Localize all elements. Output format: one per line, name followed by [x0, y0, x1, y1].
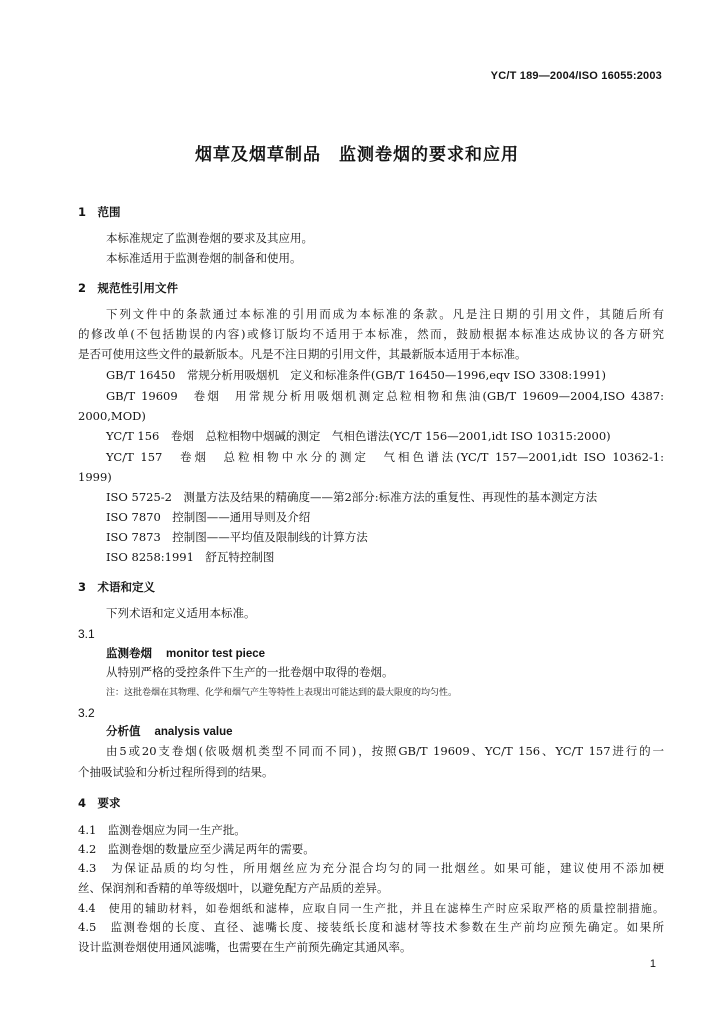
term-3-1-definition: 从特别严格的受控条件下生产的一批卷烟中取得的卷烟。	[106, 665, 394, 679]
term-3-1-heading	[106, 646, 265, 662]
requirement-4-3-line-1: 4.3 为保证品质的均匀性，所用烟丝应为充分混合均匀的同一批烟丝。如果可能，建议使用不添加梗	[78, 861, 664, 875]
requirement-4-1: 4.1 监测卷烟应为同一生产批。	[78, 823, 246, 837]
reference-gbt-19609: GB/T 19609 卷烟 用常规分析用吸烟机测定总粒相物和焦油(GB/T 19609—2004,ISO 4387:	[106, 389, 664, 403]
reference-iso-5725-2: ISO 5725-2 测量方法及结果的精确度——第2部分:标准方法的重复性、再现性的基本测定方法	[106, 490, 598, 504]
section-2-intro-line-1: 下列文件中的条款通过本标准的引用而成为本标准的条款。凡是注日期的引用文件，其随后所有	[106, 307, 664, 321]
requirement-4-5-line-1: 4.5 监测卷烟的长度、直径、滤嘴长度、接装纸长度和滤材等技术参数在生产前均应预先确定。如果所	[78, 920, 664, 934]
section-4-heading: 4 要求	[78, 796, 121, 810]
section-1-heading: 1 范围	[78, 205, 121, 219]
document-title: 烟草及烟草制品 监测卷烟的要求和应用	[195, 145, 519, 165]
requirement-4-5-line-2: 设计监测卷烟使用通风滤嘴，也需要在生产前预先确定其通风率。	[78, 940, 412, 954]
term-3-1-number: 3.1	[78, 627, 95, 641]
section-3-intro: 下列术语和定义适用本标准。	[106, 606, 256, 620]
reference-gbt-19609-cont: 2000,MOD)	[78, 409, 146, 423]
requirement-4-4: 4.4 使用的辅助材料，如卷烟纸和滤棒，应取自同一生产批，并且在滤棒生产时应采取严格的质量控制措施。	[78, 902, 664, 915]
section-2-heading: 2 规范性引用文件	[78, 281, 179, 295]
standard-code: YC/T 189—2004/ISO 16055:2003	[490, 70, 662, 82]
term-3-2-chinese: 分析值	[106, 724, 141, 738]
requirement-4-3-line-2: 丝、保润剂和香精的单等级烟叶，以避免配方产品质的差异。	[78, 881, 389, 895]
reference-iso-8258: ISO 8258:1991 舒瓦特控制图	[106, 550, 275, 564]
reference-gbt-16450: GB/T 16450 常规分析用吸烟机 定义和标准条件(GB/T 16450—1996,eqv ISO 3308:1991)	[106, 368, 606, 382]
reference-iso-7870: ISO 7870 控制图——通用导则及介绍	[106, 510, 311, 524]
reference-yct-156: YC/T 156 卷烟 总粒相物中烟碱的测定 气相色谱法(YC/T 156—2001,idt ISO 10315:2000)	[106, 429, 611, 443]
term-3-2-number: 3.2	[78, 706, 95, 720]
term-3-2-heading	[106, 724, 233, 740]
section-1-para-1: 本标准规定了监测卷烟的要求及其应用。	[106, 231, 313, 245]
section-1-para-2: 本标准适用于监测卷烟的制备和使用。	[106, 251, 302, 265]
term-3-2-english: analysis value	[154, 726, 233, 738]
reference-yct-157: YC/T 157 卷烟 总粒相物中水分的测定 气相色谱法(YC/T 157—2001,idt ISO 10362-1:	[106, 450, 664, 464]
reference-yct-157-cont: 1999)	[78, 470, 112, 484]
section-3-heading: 3 术语和定义	[78, 580, 156, 594]
term-3-1-chinese: 监测卷烟	[106, 646, 152, 660]
section-2-intro-line-2: 的修改单(不包括勘误的内容)或修订版均不适用于本标准，然而，鼓励根据本标准达成协议的各方研究	[78, 327, 664, 341]
requirement-4-2: 4.2 监测卷烟的数量应至少满足两年的需要。	[78, 842, 315, 856]
term-3-1-note: 注：这批卷烟在其物理、化学和烟气产生等特性上表现出可能达到的最大限度的均匀性。	[106, 688, 458, 698]
term-3-1-english: monitor test piece	[166, 648, 266, 660]
reference-iso-7873: ISO 7873 控制图——平均值及限制线的计算方法	[106, 530, 368, 544]
term-3-2-definition-line-2: 个抽吸试验和分析过程所得到的结果。	[78, 765, 274, 779]
page-number: 1	[649, 958, 656, 970]
term-3-2-definition-line-1: 由5或20支卷烟(依吸烟机类型不同而不同)，按照GB/T 19609、YC/T 156、YC/T 157进行的一	[106, 744, 664, 758]
section-2-intro-line-3: 是否可使用这些文件的最新版本。凡是不注日期的引用文件，其最新版本适用于本标准。	[78, 347, 527, 361]
